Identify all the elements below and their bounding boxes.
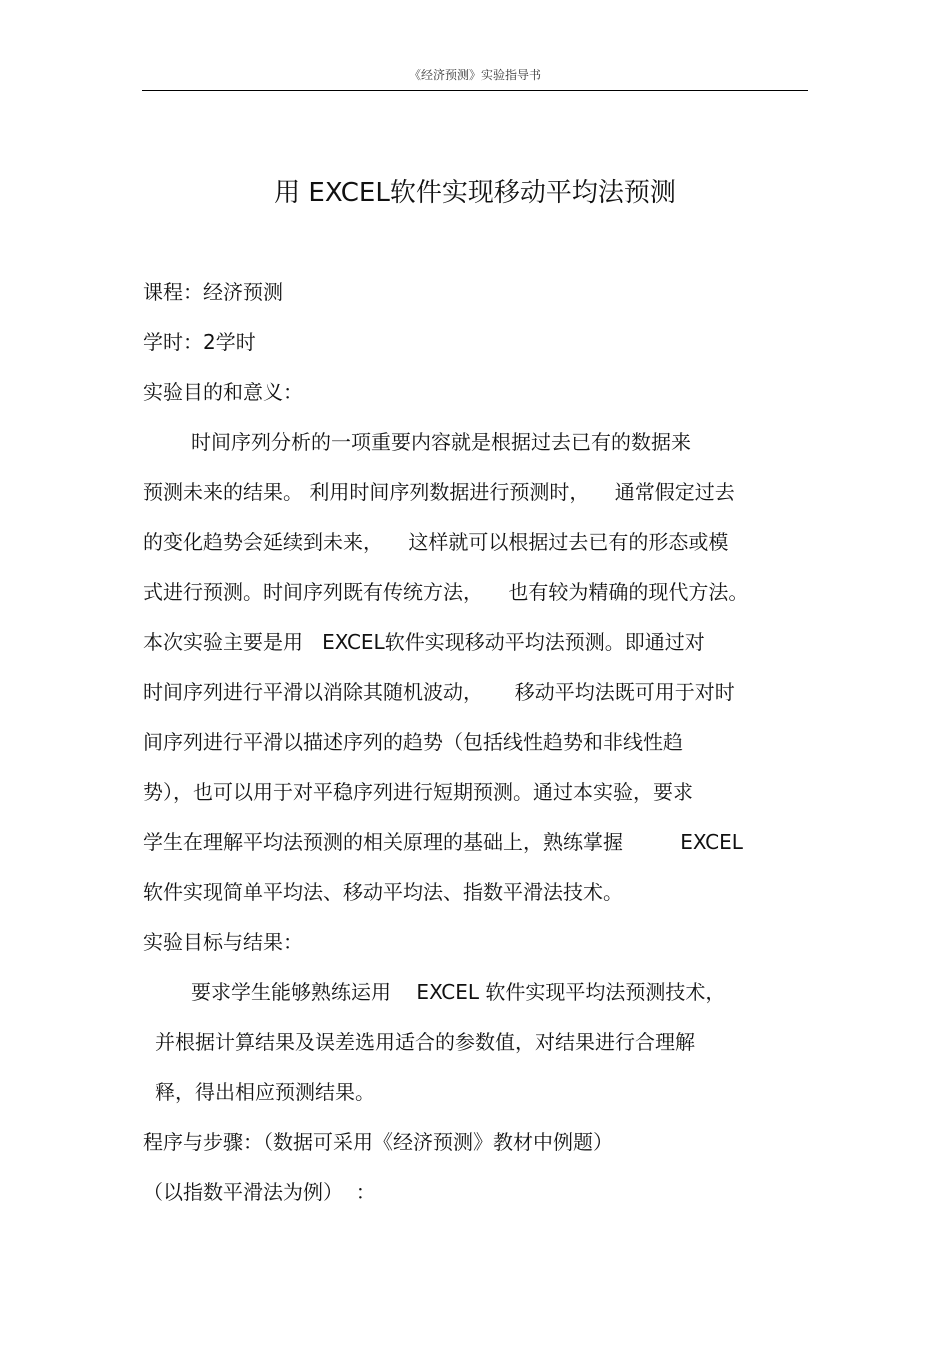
header-rule xyxy=(142,90,808,91)
purpose-line: 间序列进行平滑以描述序列的趋势（包括线性趋势和非线性趋 xyxy=(143,730,683,754)
document-title: 用 EXCEL软件实现移动平均法预测 xyxy=(274,178,676,208)
running-header: 《经济预测》实验指导书 xyxy=(408,68,541,82)
goal-line: 要求学生能够熟练运用 EXCEL 软件实现平均法预测技术， xyxy=(191,980,726,1004)
goal-line: 并根据计算结果及误差选用适合的参数值，对结果进行合理解 xyxy=(155,1030,695,1054)
purpose-line: 式进行预测。时间序列既有传统方法， 也有较为精确的现代方法。 xyxy=(143,580,749,604)
procedure-subheading: （以指数平滑法为例） ： xyxy=(143,1180,376,1204)
course-line: 课程：经济预测 xyxy=(143,280,283,304)
goal-heading: 实验目标与结果： xyxy=(143,930,303,954)
purpose-line: 的变化趋势会延续到未来， 这样就可以根据过去已有的形态或模 xyxy=(143,530,729,554)
purpose-line: 时间序列分析的一项重要内容就是根据过去已有的数据来 xyxy=(191,430,691,454)
purpose-line: 时间序列进行平滑以消除其随机波动， 移动平均法既可用于对时 xyxy=(143,680,735,704)
hours-line: 学时：2学时 xyxy=(143,330,256,354)
purpose-line: 学生在理解平均法预测的相关原理的基础上，熟练掌握 EXCEL xyxy=(143,830,743,854)
purpose-line: 软件实现简单平均法、移动平均法、指数平滑法技术。 xyxy=(143,880,623,904)
purpose-heading: 实验目的和意义： xyxy=(143,380,303,404)
goal-line: 释，得出相应预测结果。 xyxy=(155,1080,375,1104)
purpose-line: 势），也可以用于对平稳序列进行短期预测。通过本实验，要求 xyxy=(143,780,693,804)
purpose-line: 预测未来的结果。 利用时间序列数据进行预测时， 通常假定过去 xyxy=(143,480,735,504)
procedure-heading: 程序与步骤：（数据可采用《经济预测》教材中例题） xyxy=(143,1130,613,1154)
purpose-line: 本次实验主要是用 EXCEL软件实现移动平均法预测。即通过对 xyxy=(143,630,705,654)
